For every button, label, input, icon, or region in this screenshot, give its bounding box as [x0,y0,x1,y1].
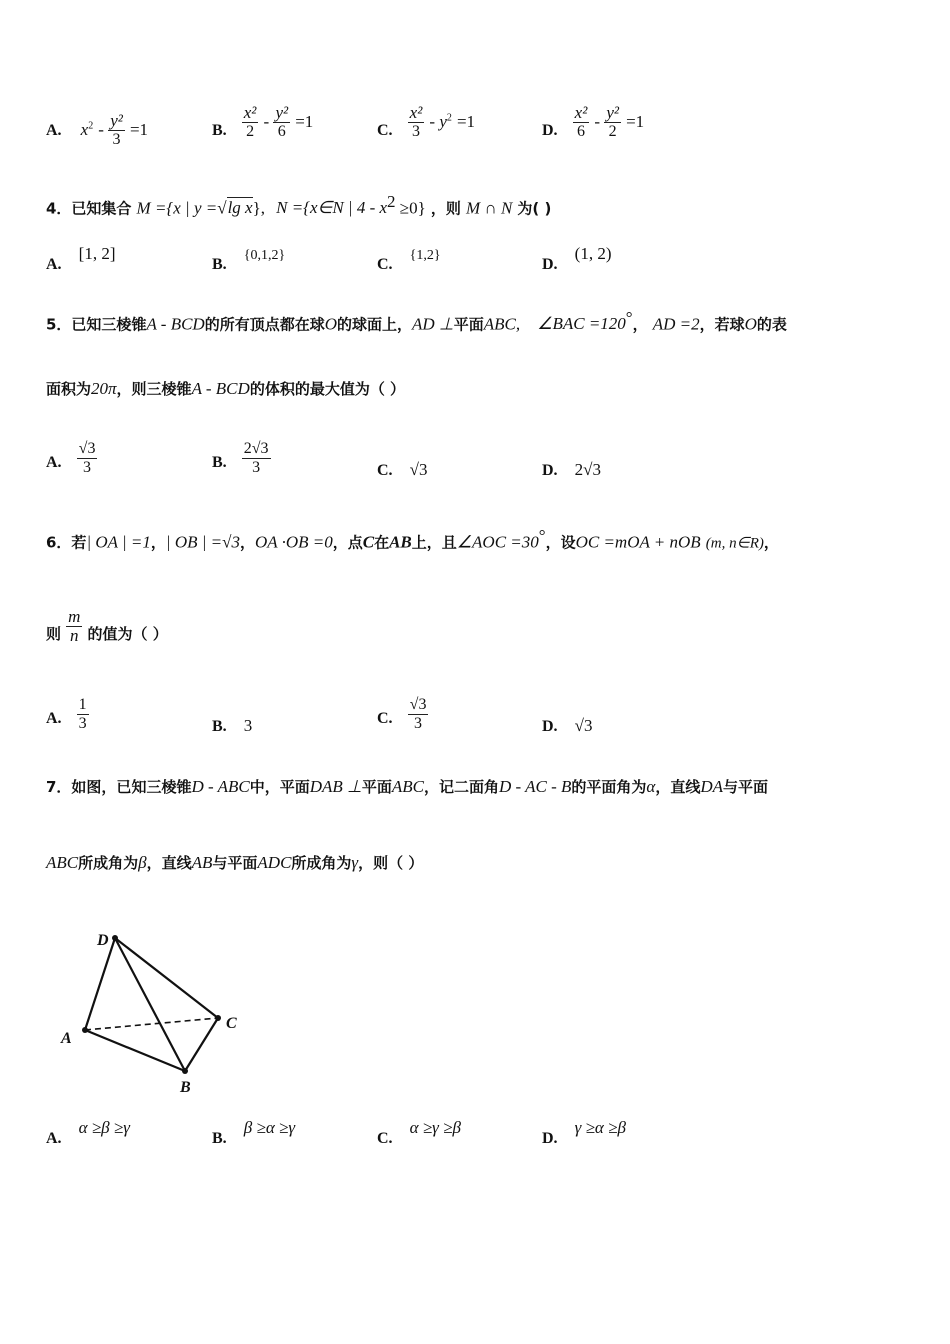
fraction: $\frac{\text{x²}}{6}$ [574,103,588,140]
label-c: C [226,1015,237,1032]
option-letter: C. [377,462,393,479]
option-letter: D. [542,718,558,735]
fraction: $\frac{\text{y²}}{3}$ [110,111,123,148]
q7-option-b[interactable]: B. β ≥α ≥γ [212,1118,296,1147]
q3-option-b[interactable]: B. $\frac{\text{x²}}{2}$ - $\frac{\text{y²}}{6}$ =1 [212,103,314,140]
q6-option-d[interactable]: D. √3 [542,716,593,735]
option-letter: A. [46,454,62,471]
option-letter: B. [212,122,227,139]
q5-stem-line1: 5．已知三棱锥A - BCD的所有顶点都在球O的球面上，AD ⊥平面ABC, ∠BAC =120°， AD =2，若球O的表 [46,308,787,334]
edge-ac-hidden [85,1018,218,1030]
q7-option-a[interactable]: A. α ≥β ≥γ [46,1118,130,1147]
q7-option-d[interactable]: D. γ ≥α ≥β [542,1118,626,1147]
option-letter: D. [542,1130,558,1147]
q6-option-c[interactable] [377,696,428,733]
option-letter: A. [46,1130,62,1147]
option-letter: A. [46,122,62,139]
q4-option-b[interactable]: B. {0,1,2} [212,248,286,273]
q5-stem-line2: 面积为20π，则三棱锥A - BCD的体积的最大值为（ ） [46,379,406,398]
q5-option-b[interactable] [212,440,271,477]
fraction: $\frac{\text{y²}}{6}$ [275,103,289,140]
edge-db [115,938,185,1071]
label-b: B [180,1079,191,1096]
fraction: $\frac{\text{x²}}{3}$ [409,103,423,140]
q6-stem-line2: 则 $\frac{m}{n}$ 的值为（ ） [46,607,168,645]
fraction: $\frac{1}{3}$ [78,696,87,732]
vertex-c [215,1015,221,1021]
q4-stem: 4．已知集合 M ={x | y =√lg x}, N ={x∈N | $4 - x^2 \ge 0$} ，则 M ∩ N 为( ) [46,192,552,218]
option-letter: D. [542,256,558,273]
edge-dc [115,938,218,1018]
fraction: $\frac{2√3}{3}$ [243,440,269,476]
edge-bc [185,1018,218,1071]
q6-option-a[interactable] [46,696,89,733]
option-letter: B. [212,1130,227,1147]
edge-da [85,938,115,1030]
option-letter: D. [542,462,558,479]
q4-option-d[interactable]: D. (1, 2) [542,244,612,273]
q3-option-d[interactable]: D. $\frac{\text{x²}}{6}$ - $\frac{\text{y²}}{2}$ =1 [542,103,645,140]
q5-option-a[interactable] [46,440,97,477]
option-letter: C. [377,122,393,139]
option-letter: C. [377,710,393,727]
fraction: $\frac{m}{n}$ [68,607,81,645]
q7-option-c[interactable]: C. α ≥γ ≥β [377,1118,461,1147]
q6-stem-line1: 6．若| OA | =1，| OB | =√3，OA ·OB =0，点C在AB上，且∠AOC =30°，设OC =mOA + nOB (m, n∈R)， [46,526,779,552]
label-a: A [61,1030,72,1047]
q3-option-c[interactable]: C. $\frac{\text{x²}}{3}$ - $y^2 =1$ [377,103,476,140]
option-letter: B. [212,454,227,471]
q7-stem-line1: 7．如图，已知三棱锥D - ABC中，平面DAB ⊥平面ABC，记二面角D - AC - B的平面角为α，直线DA与平面 [46,777,769,796]
edge-ab [85,1030,185,1071]
option-letter: C. [377,256,393,273]
option-letter: A. [46,710,62,727]
fraction: $\frac{\text{x²}}{2}$ [243,103,257,140]
q5-option-d[interactable]: D. 2√3 [542,460,601,479]
q6-option-b[interactable]: B. 3 [212,716,253,735]
q4-option-c[interactable]: C. {1,2} [377,248,441,273]
fraction: $\frac{\text{y²}}{2}$ [606,103,619,140]
q5-option-c[interactable]: C. √3 [377,460,428,479]
vertex-b [182,1068,188,1074]
q7-stem-line2: ABC所成角为β，直线AB与平面ADC所成角为γ，则（ ） [46,853,424,872]
vertex-a [82,1027,88,1033]
option-letter: B. [212,256,227,273]
fraction: $\frac{√3}{3}$ [78,440,96,476]
option-letter: A. [46,256,62,273]
option-letter: B. [212,718,227,735]
option-letter: D. [542,122,558,139]
q3-option-a[interactable]: A. $x^2$ - $\frac{\text{y²}}{3}$ =1 [46,111,149,148]
tetrahedron-figure [55,925,255,1100]
q4-option-a[interactable]: A. [1, 2] [46,244,116,273]
vertex-d [112,935,118,941]
label-d: D [97,932,109,949]
fraction: $\frac{√3}{3}$ [409,696,427,732]
option-letter: C. [377,1130,393,1147]
